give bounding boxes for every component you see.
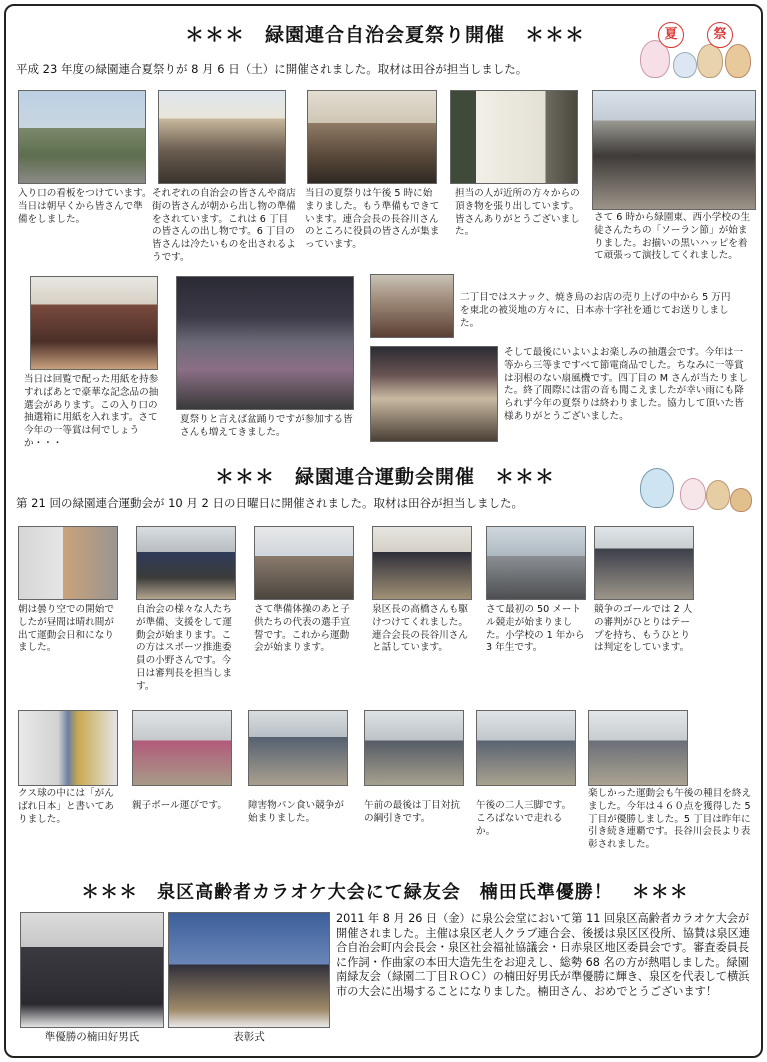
squirrel-mascot	[725, 44, 751, 78]
festival-photo-sign	[18, 90, 146, 184]
karaoke-photo-winner	[20, 912, 164, 1028]
sports-caption-7: クス球の中には「がんばれ日本」と書いてありました。	[18, 788, 114, 825]
festival-caption-5: さて 6 時から緑園東、西小学校の生徒さんたちの「ソーラン節」が始まりました。お揃いの黒いハッピを着て頑張って演技してくれました。	[594, 212, 751, 262]
festival-photo-snack-stall	[370, 274, 454, 338]
karaoke-title: ＊＊＊ 泉区高齢者カラオケ大会にて緑友会 楠田氏準優勝！ ＊＊＊	[81, 882, 689, 903]
sports-intro: 第 21 回の緑園連合運動会が 10 月 2 日の日曜日に開催されました。取材は田谷が担当しました。	[16, 496, 524, 510]
elephant-mascot	[640, 468, 674, 508]
sports-photo-4	[372, 526, 472, 600]
sports-photo-7	[18, 710, 118, 786]
summer-badge-icon: 夏	[658, 22, 684, 48]
sports-photo-1	[18, 526, 118, 600]
bear-mascot	[697, 44, 723, 78]
sports-photo-12	[588, 710, 688, 786]
festival-caption-4: 担当の人が近所の方々からの頂き物を張り出しています。皆さんありがとうございました。	[455, 188, 580, 238]
sports-caption-5: さて最初の 50 メートル競走が始まりました。小学校の 1 年から 3 年生です。	[486, 604, 585, 654]
festival-badge-icon: 祭	[707, 22, 733, 48]
sports-photo-9	[248, 710, 348, 786]
sports-caption-12: 楽しかった運動会も午後の種目を終えました。今年は４６０点を獲得した 5 丁目が優勝しました。5 丁目は昨年に引き続き連覇です。長谷川会長より表彰されました。	[588, 788, 752, 851]
sports-caption-3: さて準備体操のあと子供たちの代表の選手宣誓です。これから運動会が始まります。	[254, 604, 350, 654]
sports-caption-1: 朝は曇り空での開始でしたが昼間は晴れ間が出て運動会日和になりました。	[18, 604, 114, 654]
festival-photo-lottery	[370, 346, 498, 442]
sports-caption-10: 午前の最後は丁目対抗の綱引きです。	[364, 800, 460, 824]
festival-photo-stalls	[158, 90, 286, 184]
rabbit-mascot-2	[680, 478, 706, 510]
sports-caption-9: 障害物パン食い競争が始まりました。	[248, 800, 344, 824]
festival-photo-dance	[592, 90, 756, 210]
festival-photo-lottery-box	[30, 276, 158, 370]
sports-photo-2	[136, 526, 236, 600]
festival-caption-8: 二丁目ではスナック、焼き鳥のお店の売り上げの中から 5 万円を東北の被災地の方々に、日本赤十字社を通じてお送りしました。	[460, 292, 731, 329]
festival-photo-tent	[307, 90, 437, 184]
bear-mascot-2	[706, 480, 730, 510]
festival-caption-9: そして最後にいよいよお楽しみの抽選会です。今年は一等から三等まですべて節電商品でした。ちなみに一等賞は羽根のない扇風機です。四丁目の M さんが当たりました。終了間際には雷の音も聞こえましたが幸い雨にも降られず今年の夏祭りは終わりました。協力して頂いた皆様ありがとうございました。	[504, 347, 748, 422]
sports-photo-5	[486, 526, 586, 600]
sports-title: ＊＊＊ 緑園連合運動会開催 ＊＊＊	[214, 466, 555, 488]
karaoke-body: 2011 年 8 月 26 日（金）に泉公会堂において第 11 回泉区高齢者カラオケ大会が開催されました。主催は泉区老人クラブ連合会、後援は泉区区役所、協賛は泉区連合自治会町内会長会・泉区社会福祉協議会・日赤泉区地区委員会です。審査委員長に作詞・作曲家の本田大造先生をお迎えし、総勢 68 名の方が熱唱しました。緑園南緑友会（緑園二丁目ＲＯＣ）の楠田好男氏が準優勝に輝き、泉区を代表して横浜市の大会に出場することになりました。楠田さん、おめでとうございます！	[336, 912, 750, 998]
festival-caption-3: 当日の夏祭りは午後 5 時に始まりました。もう準備もできています。連合会長の長谷川さんのところに役員の皆さんが集まっています。	[305, 188, 440, 251]
karaoke-photo-award	[168, 912, 330, 1028]
sports-photo-10	[364, 710, 464, 786]
festival-photo-board	[450, 90, 578, 184]
karaoke-photo-caption-1: 準優勝の楠田好男氏	[44, 1031, 140, 1043]
karaoke-photo-caption-2: 表彰式	[233, 1031, 265, 1043]
festival-caption-1: 入り口の看板をつけています。当日は朝早くから皆さんで準備をしました。	[18, 188, 152, 225]
sports-photo-6	[594, 526, 694, 600]
festival-caption-7: 夏祭りと言えば盆踊りですが参加する皆さんも増えてきました。	[180, 414, 353, 438]
mouse-mascot	[673, 52, 697, 78]
festival-caption-6: 当日は回覧で配った用紙を持参すればあとで豪華な記念品の抽選会があります。この入り口の抽選箱に用紙を入れます。さて今年の一等賞は何でしょうか・・・	[24, 374, 159, 449]
sports-caption-4: 泉区長の高橋さんも駆けつけてくれました。連合会長の長谷川さんと話しています。	[372, 604, 468, 654]
sports-caption-2: 自治会の様々な人たちが準備、支援をして運動会が始まります。この方はスポーツ推進委員の小野さんです。今日は審判長を担当します。	[136, 604, 232, 692]
festival-photo-bon-odori	[176, 276, 354, 410]
squirrel-mascot-2	[730, 488, 752, 512]
festival-intro: 平成 23 年度の緑園連合夏祭りが 8 月 6 日（土）に開催されました。取材は田谷が担当しました。	[16, 62, 528, 76]
sports-photo-3	[254, 526, 354, 600]
sports-photo-11	[476, 710, 576, 786]
sports-caption-11: 午後の二人三脚です。ころばないで走れるか。	[476, 800, 572, 837]
sports-photo-8	[132, 710, 232, 786]
sports-caption-8: 親子ボール運びです。	[132, 800, 227, 811]
festival-title: ＊＊＊ 緑園連合自治会夏祭り開催 ＊＊＊	[184, 24, 585, 46]
festival-caption-2: それぞれの自治会の皆さんや商店街の皆さんが朝から出し物の準備をされています。これは 6 丁目の皆さんの出し物です。6 丁目の皆さんは冷たいものを出されるようです。	[152, 188, 296, 263]
sports-caption-6: 競争のゴールでは 2 人の審判がひとりはテープを持ち、もうひとりは判定をしています。	[594, 604, 693, 654]
